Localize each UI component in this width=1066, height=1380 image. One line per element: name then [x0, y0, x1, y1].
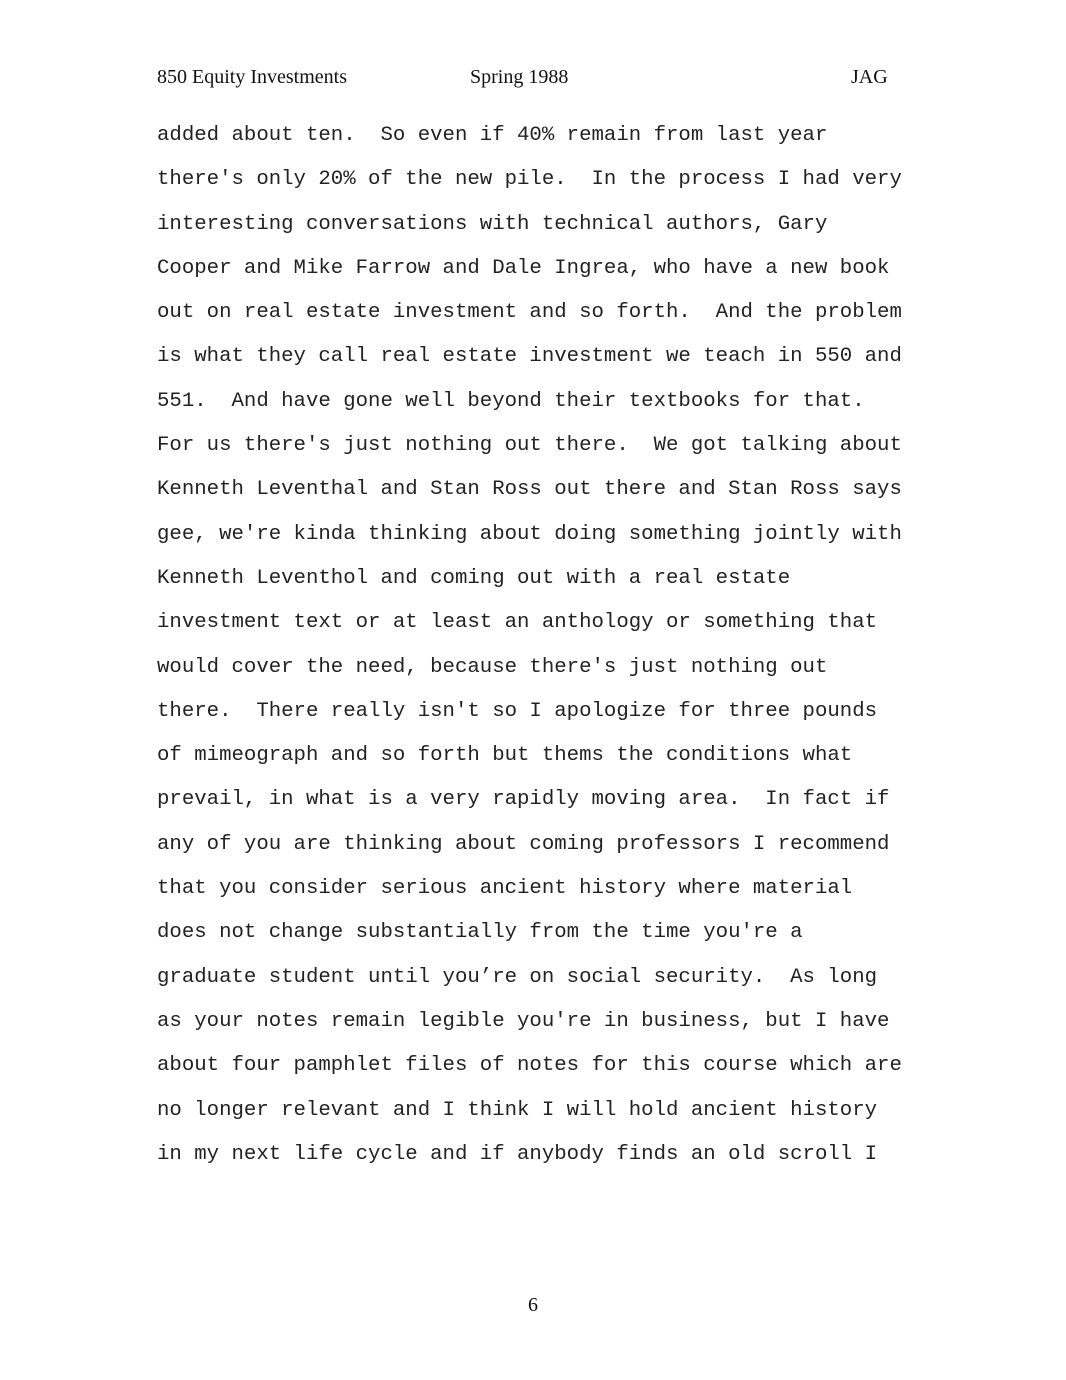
body-line: about four pamphlet files of notes for this course which are: [157, 1054, 902, 1078]
body-line: there's only 20% of the new pile. In the process I had very: [157, 168, 902, 192]
transcript-body: [157, 114, 927, 1177]
body-line: graduate student until you’re on social security. As long: [157, 965, 878, 989]
body-line: Cooper and Mike Farrow and Dale Ingrea, who have a new book: [157, 256, 890, 280]
body-line: added about ten. So even if 40% remain from last year: [157, 124, 828, 147]
body-line: gee, we're kinda thinking about doing something jointly with: [157, 522, 902, 546]
body-line: For us there's just nothing out there. We got talking about: [157, 434, 902, 458]
body-line: would cover the need, because there's just nothing out: [157, 655, 828, 679]
body-line: prevail, in what is a very rapidly moving area. In fact if: [157, 788, 890, 812]
body-line: is what they call real estate investment we teach in 550 and: [157, 345, 902, 369]
author-initials: JAG: [851, 66, 888, 88]
body-line: Kenneth Leventhol and coming out with a real estate: [157, 566, 791, 590]
body-line: Kenneth Leventhal and Stan Ross out there and Stan Ross says: [157, 478, 902, 502]
body-line: that you consider serious ancient history where material: [157, 877, 853, 901]
body-line: interesting conversations with technical authors, Gary: [157, 212, 828, 236]
body-line: no longer relevant and I think I will hold ancient history: [157, 1098, 878, 1122]
body-line: in my next life cycle and if anybody finds an old scroll I: [157, 1142, 878, 1166]
body-line: 551. And have gone well beyond their textbooks for that.: [157, 389, 865, 413]
body-line: of mimeograph and so forth but thems the conditions what: [157, 744, 853, 768]
body-line: out on real estate investment and so forth. And the problem: [157, 301, 902, 325]
body-line: investment text or at least an anthology or something that: [157, 611, 878, 635]
body-line: does not change substantially from the time you're a: [157, 921, 803, 945]
body-line: any of you are thinking about coming professors I recommend: [157, 832, 890, 856]
body-line: as your notes remain legible you're in business, but I have: [157, 1009, 890, 1033]
term-label: Spring 1988: [470, 66, 569, 88]
body-line: there. There really isn't so I apologize for three pounds: [157, 699, 878, 723]
page-header: [0, 64, 1066, 90]
page-number: 6: [528, 1294, 538, 1316]
course-title: 850 Equity Investments: [157, 66, 347, 88]
